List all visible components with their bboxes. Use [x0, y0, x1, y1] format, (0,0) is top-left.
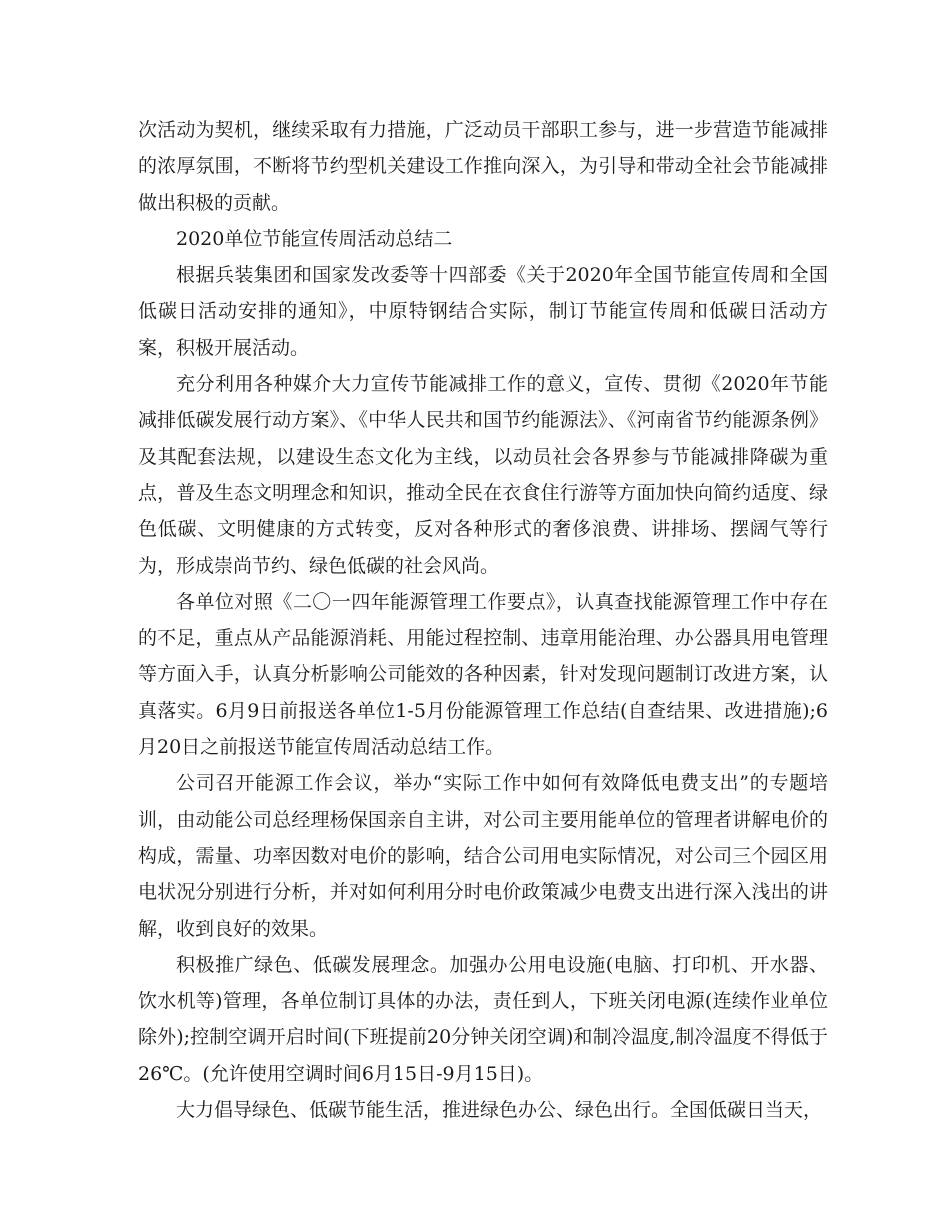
paragraph-continuation: 次活动为契机，继续采取有力措施，广泛动员干部职工参与，进一步营造节能减排的浓厚氛围，不断将节约型机关建设工作推向深入，为引导和带动全社会节能减排做出积极的贡献。	[138, 119, 828, 214]
paragraph-low-carbon-day: 大力倡导绿色、低碳节能生活，推进绿色办公、绿色出行。全国低碳日当天，	[176, 1099, 823, 1122]
paragraph-background: 根据兵装集团和国家发改委等十四部委《关于2020年全国节能宣传周和全国低碳日活动安排的通知》，中原特钢结合实际，制订节能宣传周和低碳日活动方案，积极开展活动。	[138, 264, 828, 359]
paragraph-self-inspection: 各单位对照《二〇一四年能源管理工作要点》，认真查找能源管理工作中存在的不足，重点从产品能源消耗、用能过程控制、违章用能治理、办公器具用电管理等方面入手，认真分析影响公司能效的各种因素，针对发现问题制订改进方案，认真落实。6月9日前报送各单位1-5月份能源管理工作总结(自查结果、改进措施);6月20日之前报送节能宣传周活动总结工作。	[138, 590, 828, 759]
paragraph-publicity: 充分利用各种媒介大力宣传节能减排工作的意义，宣传、贯彻《2020年节能减排低碳发展行动方案》、《中华人民共和国节约能源法》、《河南省节约能源条例》及其配套法规，以建设生态文化为主线，以动员社会各界参与节能减排降碳为重点，普及生态文明理念和知识，推动全民在衣食住行游等方面加快向简约适度、绿色低碳、文明健康的方式转变，反对各种形式的奢侈浪费、讲排场、摆阔气等行为，形成崇尚节约、绿色低碳的社会风尚。	[138, 373, 828, 577]
paragraph-green-office: 积极推广绿色、低碳发展理念。加强办公用电设施(电脑、打印机、开水器、饮水机等)管理，各单位制订具体的办法，责任到人，下班关闭电源(连续作业单位除外);控制空调开启时间(下班提前20分钟关闭空调)和制冷温度,制冷温度不得低于26℃。(允许使用空调时间6月15日-9月15日)。	[138, 953, 828, 1085]
paragraph-training: 公司召开能源工作会议，举办“实际工作中如何有效降低电费支出”的专题培训，由动能公司总经理杨保国亲自主讲，对公司主要用能单位的管理者讲解电价的构成，需量、功率因数对电价的影响，结合公司用电实际情况，对公司三个园区用电状况分别进行分析，并对如何利用分时电价政策减少电费支出进行深入浅出的讲解，收到良好的效果。	[138, 772, 828, 940]
document-body	[138, 112, 828, 1128]
section-heading: 2020单位节能宣传周活动总结二	[176, 227, 453, 250]
